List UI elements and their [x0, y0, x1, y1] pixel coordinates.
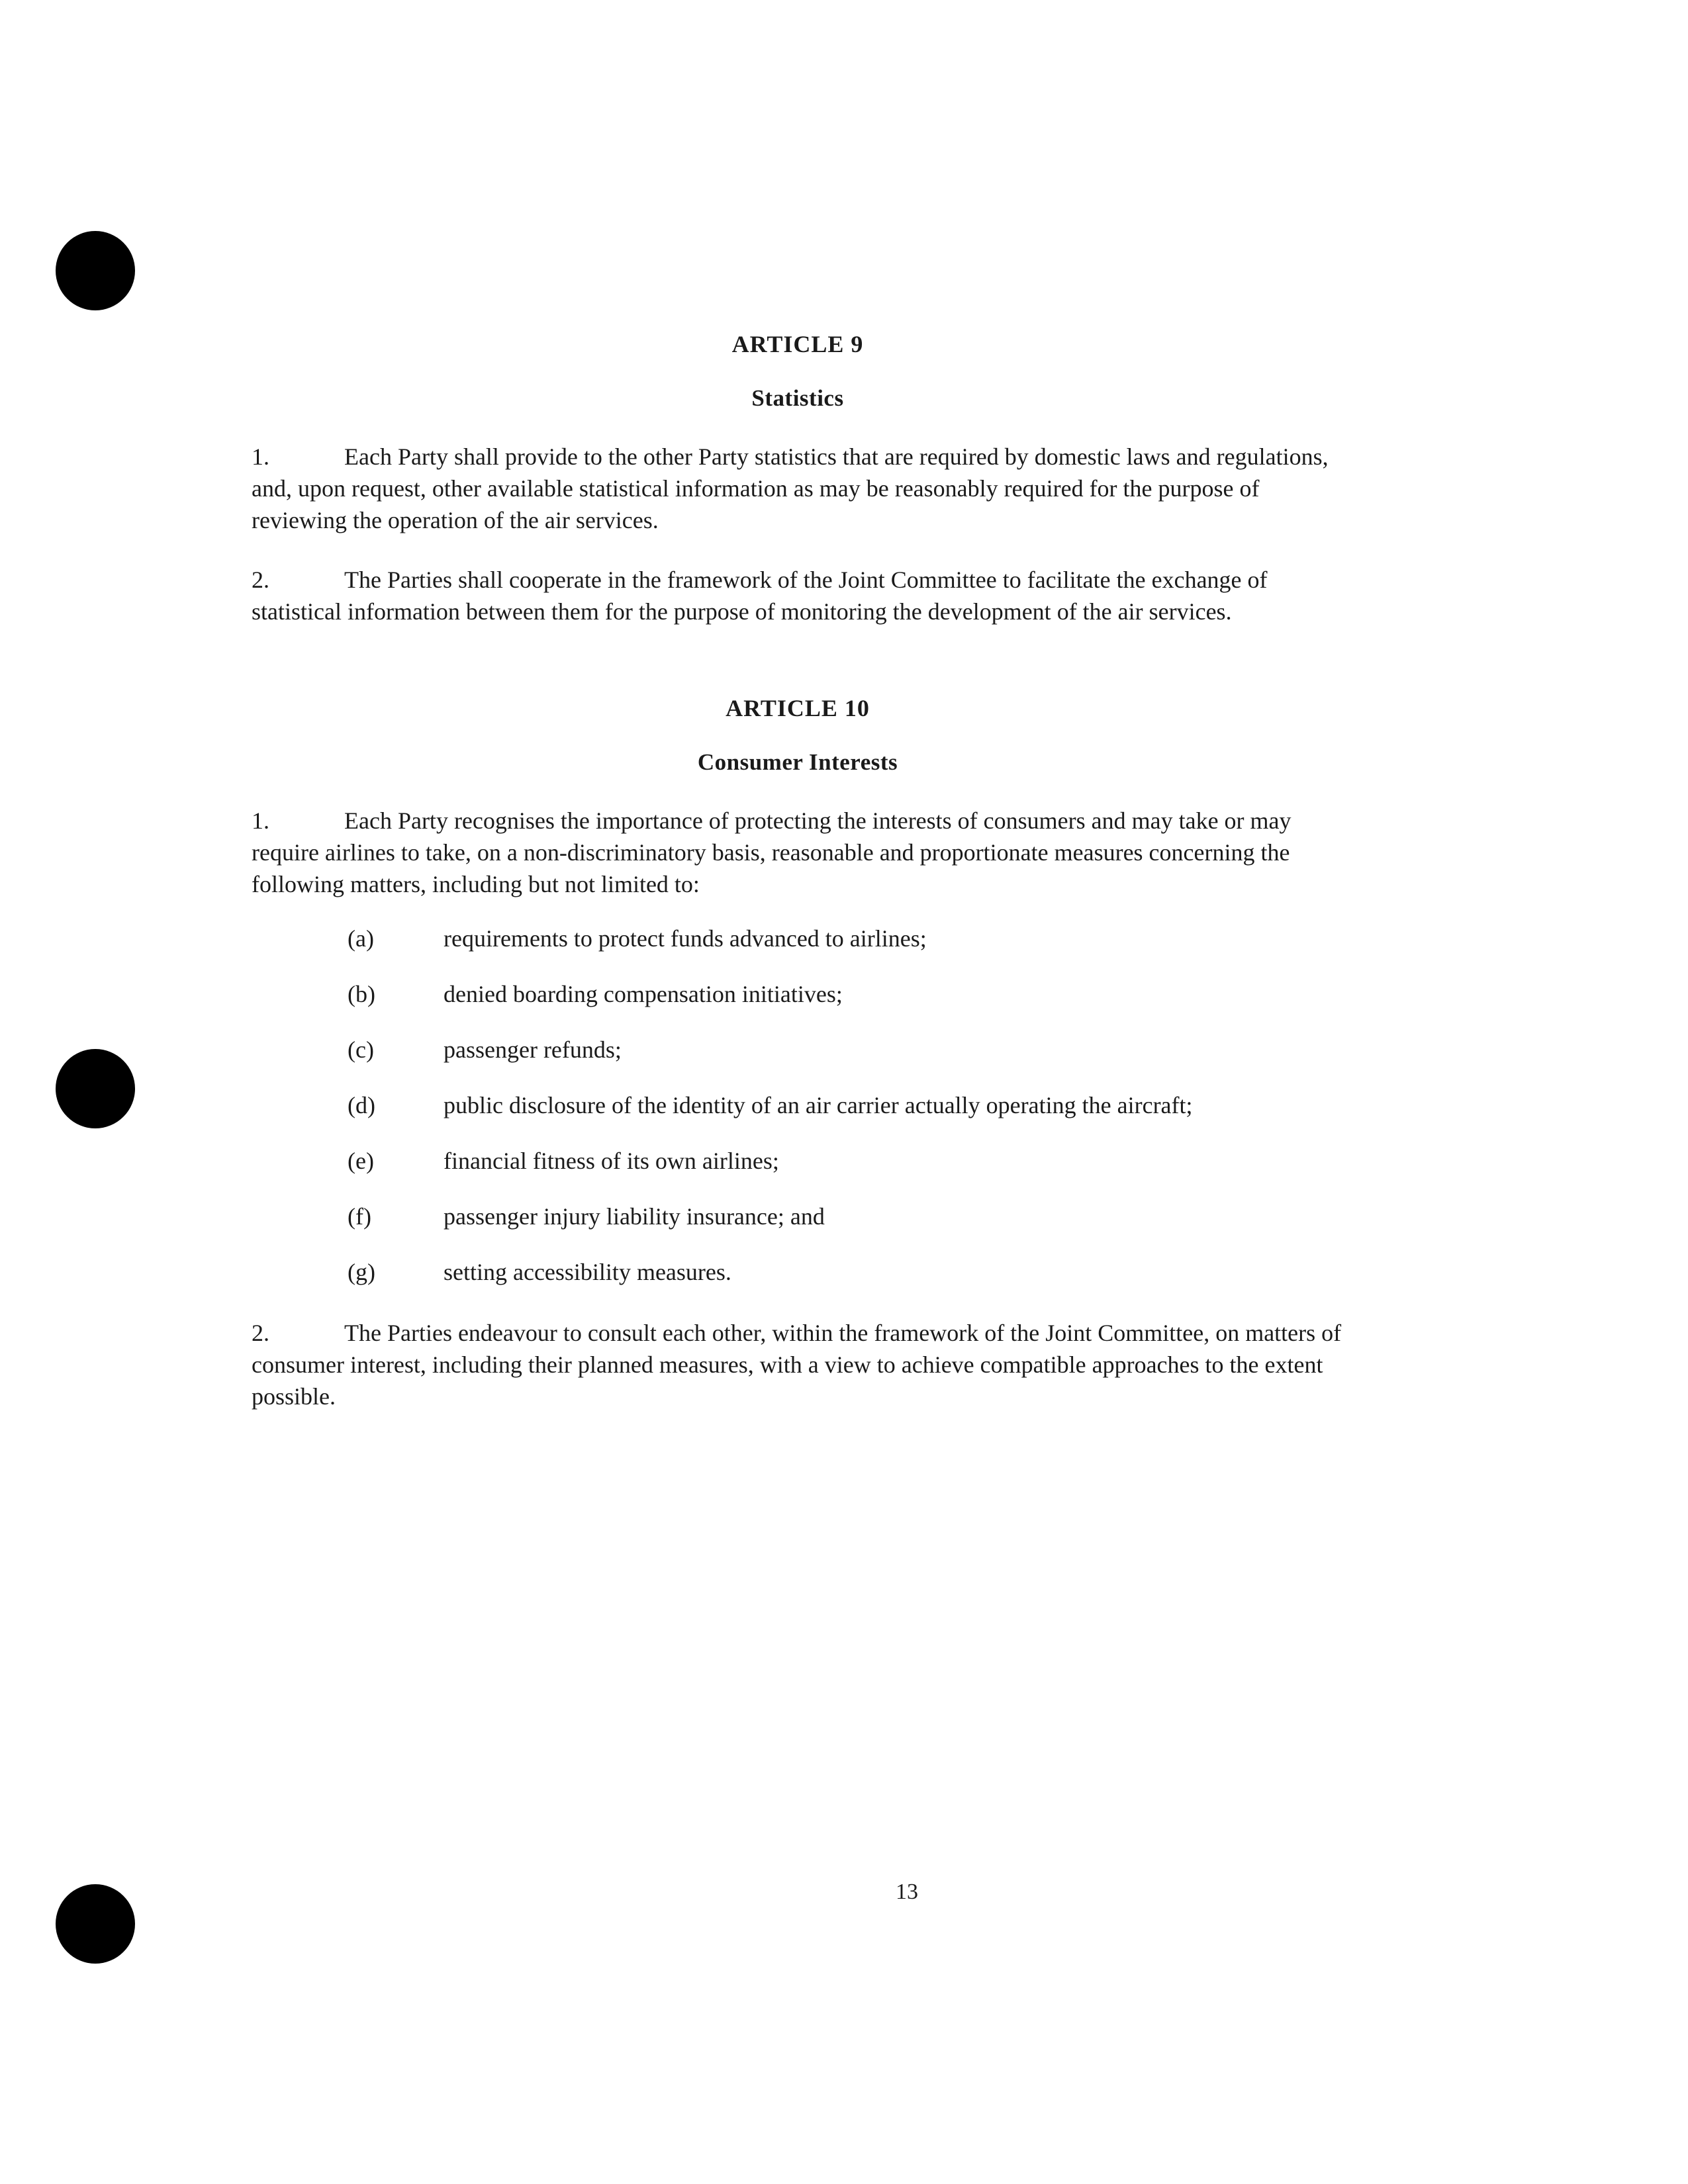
paragraph-text: Each Party shall provide to the other Party statistics that are required by domestic laws and regulations, and, upon request, other available statistical information as may be reasonably required for the purpose of reviewing the operation of the air services. — [252, 443, 1329, 533]
paragraph — [252, 805, 1344, 900]
sub-item-list — [252, 923, 1344, 1312]
paragraph-number: 1. — [252, 443, 269, 470]
paragraph-text: The Parties shall cooperate in the framework of the Joint Committee to facilitate the exchange of statistical information between them for the purpose of monitoring the development of the air services. — [252, 567, 1268, 625]
article-heading: ARTICLE 10 — [726, 695, 870, 721]
item-text: requirements to protect funds advanced to airlines; — [444, 925, 927, 952]
item-label: (f) — [348, 1203, 371, 1230]
list-item — [252, 978, 1344, 1034]
paragraph-number: 1. — [252, 807, 269, 834]
paragraph-text: The Parties endeavour to consult each other, within the framework of the Joint Committee, on matters of consumer interest, including their planned measures, with a view to achieve compatible approaches to the extent possible. — [252, 1320, 1342, 1410]
punch-hole — [56, 231, 135, 310]
page-number: 13 — [896, 1880, 918, 1904]
list-item — [252, 1089, 1344, 1145]
article-10 — [252, 694, 1344, 1412]
paragraph — [252, 564, 1344, 627]
paragraph — [252, 441, 1344, 536]
item-text: setting accessibility measures. — [444, 1259, 731, 1285]
item-label: (c) — [348, 1036, 374, 1063]
list-item — [252, 1256, 1344, 1312]
item-label: (a) — [348, 925, 374, 952]
item-text: passenger refunds; — [444, 1036, 622, 1063]
item-label: (g) — [348, 1259, 375, 1285]
paragraph-number: 2. — [252, 1320, 269, 1346]
item-text: denied boarding compensation initiatives; — [444, 981, 843, 1007]
article-9 — [252, 330, 1344, 627]
article-subheading: Statistics — [751, 385, 844, 411]
paragraph-text: Each Party recognises the importance of protecting the interests of consumers and may take or may require airlines to take, on a non-discriminatory basis, reasonable and proportionate measures concerning the following matters, including but not limited to: — [252, 807, 1291, 897]
item-label: (b) — [348, 981, 375, 1007]
item-label: (e) — [348, 1148, 374, 1174]
list-item — [252, 1034, 1344, 1089]
item-label: (d) — [348, 1092, 375, 1118]
list-item — [252, 923, 1344, 978]
article-subheading: Consumer Interests — [697, 749, 898, 775]
item-text: financial fitness of its own airlines; — [444, 1148, 779, 1174]
punch-hole — [56, 1049, 135, 1128]
paragraph-number: 2. — [252, 567, 269, 593]
list-item — [252, 1201, 1344, 1256]
list-item — [252, 1145, 1344, 1201]
paragraph — [252, 1317, 1344, 1412]
item-text: passenger injury liability insurance; and — [444, 1203, 825, 1230]
item-text: public disclosure of the identity of an air carrier actually operating the aircraft; — [444, 1092, 1193, 1118]
article-heading: ARTICLE 9 — [731, 331, 864, 357]
